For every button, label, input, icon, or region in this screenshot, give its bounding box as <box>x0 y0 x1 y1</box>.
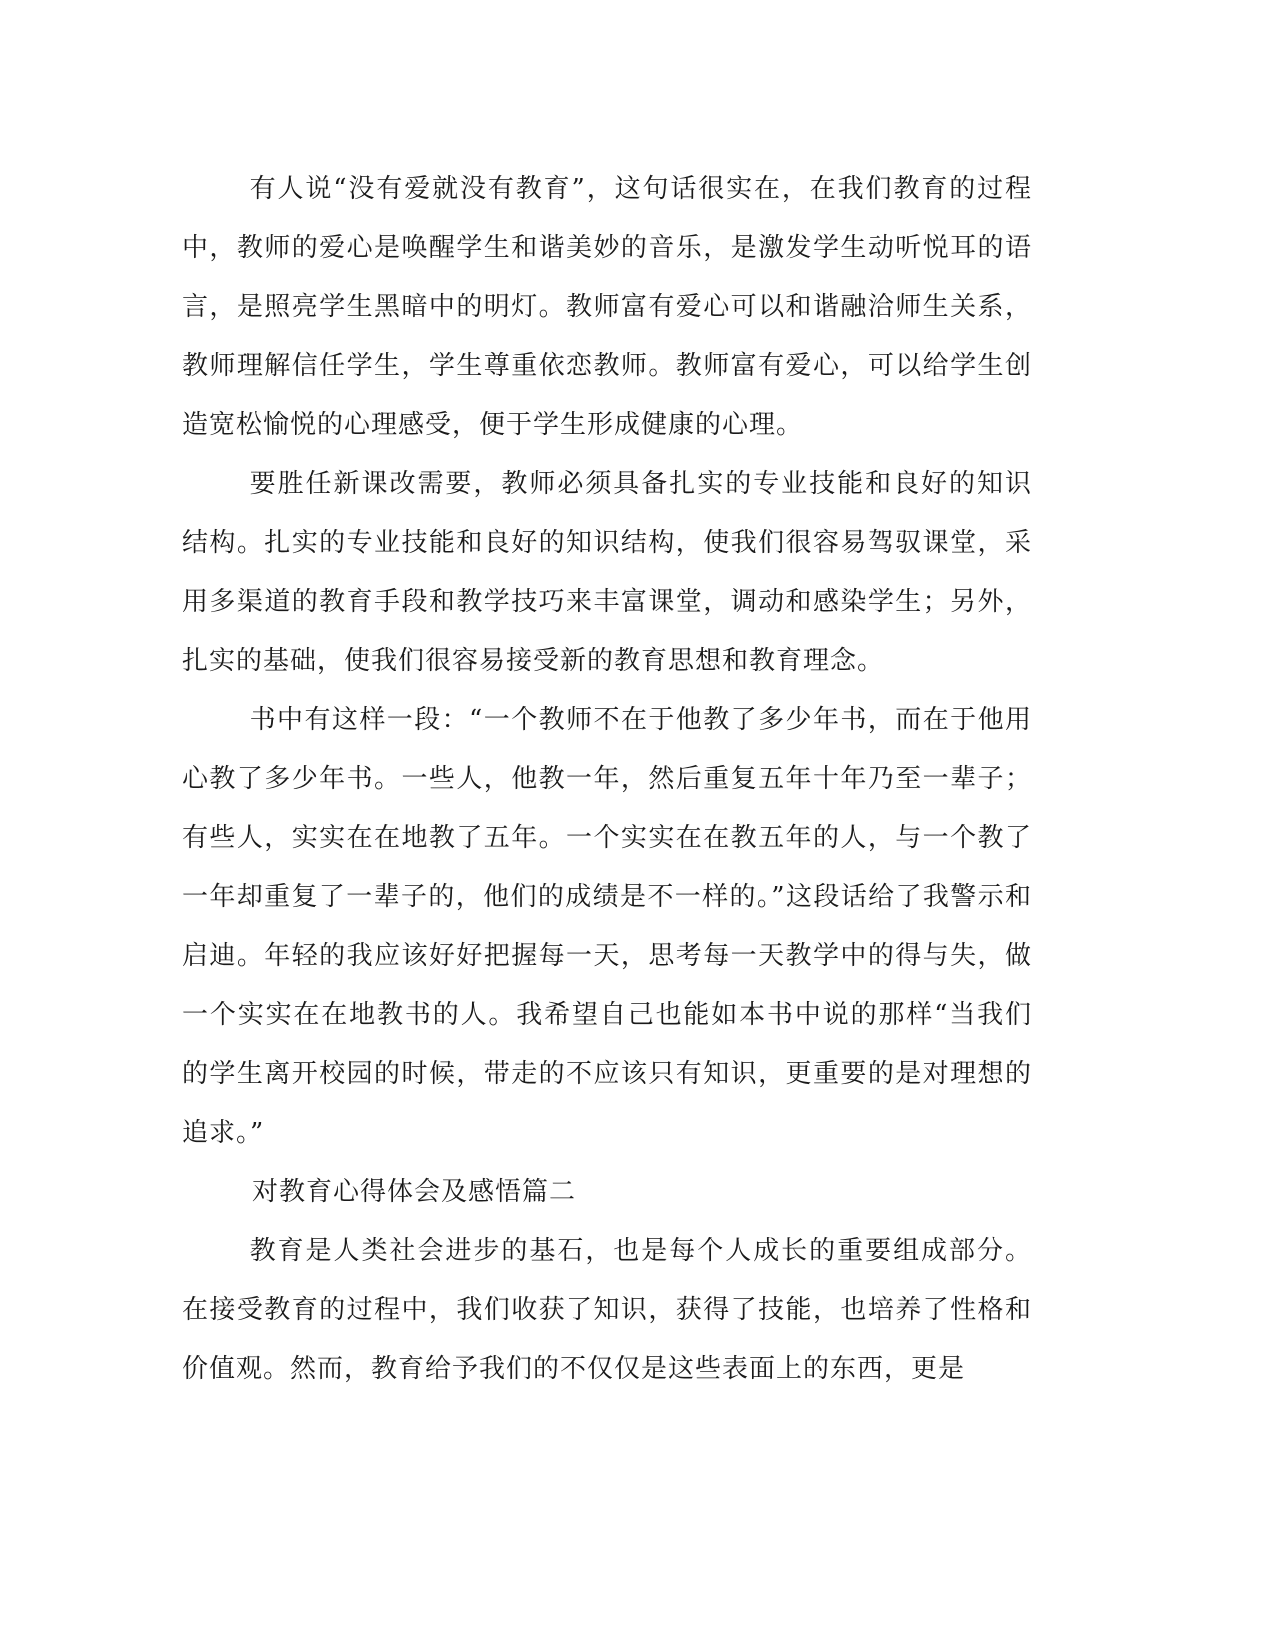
paragraph-professional-skills: 要胜任新课改需要，教师必须具备扎实的专业技能和良好的知识结构。扎实的专业技能和良好的知识结构，使我们很容易驾驭课堂，采用多渠道的教育手段和教学技巧来丰富课堂，调动和感染学生；另外，扎实的基础，使我们很容易接受新的教育思想和教育理念。 <box>182 469 1032 676</box>
document-body <box>182 160 1032 1399</box>
section-heading: 对教育心得体会及感悟篇二 <box>252 1177 577 1207</box>
paragraph-love-in-education: 有人说“没有爱就没有教育”，这句话很实在，在我们教育的过程中，教师的爱心是唤醒学生和谐美妙的音乐，是激发学生动听悦耳的语言，是照亮学生黑暗中的明灯。教师富有爱心可以和谐融洽师生关系，教师理解信任学生，学生尊重依恋教师。教师富有爱心，可以给学生创造宽松愉悦的心理感受，便于学生形成健康的心理。 <box>182 174 1032 440</box>
paragraph-book-quote: 书中有这样一段：“一个教师不在于他教了多少年书，而在于他用心教了多少年书。一些人，他教一年，然后重复五年十年乃至一辈子；有些人，实实在在地教了五年。一个实实在在教五年的人，与一个教了一年却重复了一辈子的，他们的成绩是不一样的。”这段话给了我警示和启迪。年轻的我应该好好把握每一天，思考每一天教学中的得与失，做一个实实在在地教书的人。我希望自己也能如本书中说的那样“当我们的学生离开校园的时候，带走的不应该只有知识，更重要的是对理想的追求。” <box>182 705 1032 1148</box>
paragraph-education-foundation: 教育是人类社会进步的基石，也是每个人成长的重要组成部分。在接受教育的过程中，我们收获了知识，获得了技能，也培养了性格和价值观。然而，教育给予我们的不仅仅是这些表面上的东西，更是 <box>182 1236 1032 1384</box>
